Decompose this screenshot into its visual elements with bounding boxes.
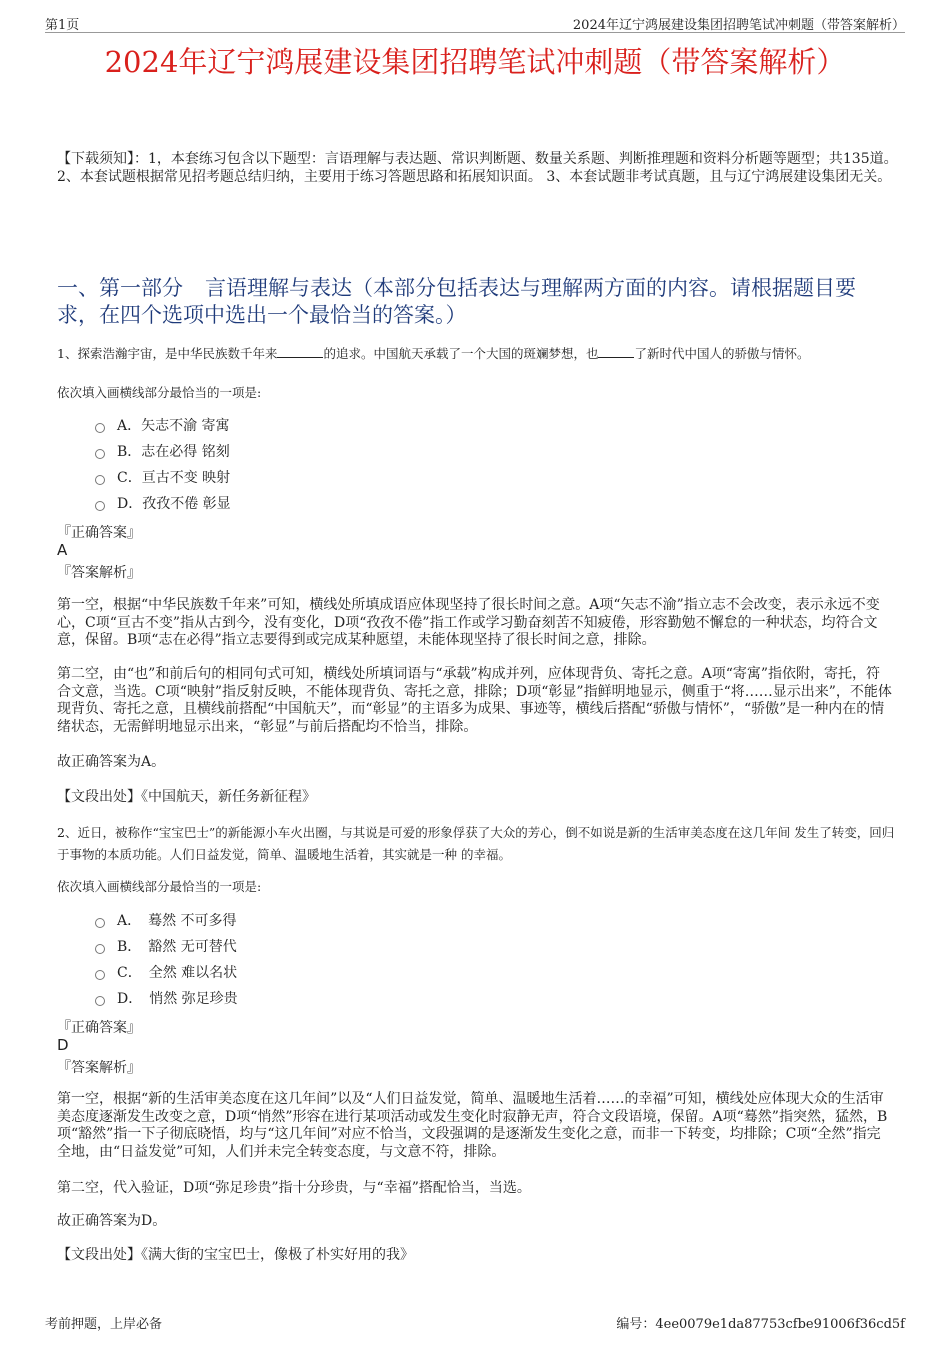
header-doc-title: 2024年辽宁鸿展建设集团招聘笔试冲刺题（带答案解析） [572, 18, 905, 33]
option-a[interactable]: A．矢志不渝 寄寓 [95, 412, 231, 438]
question-2-stem: 2、近日，被称作“宝宝巴士”的新能源小车火出圈，与其说是可爱的形象俘获了大众的芳心，倒不如说是新的生活审美态度在这几年间 发生了转变，回归于事物的本质功能。人们日益发觉，简单、温暖地生活着，其实就是一种 的幸福。 [57, 825, 895, 862]
question-2-options [95, 907, 238, 1011]
option-d[interactable]: D．孜孜不倦 彰显 [95, 490, 231, 516]
option-b[interactable]: B．志在必得 铭刻 [95, 438, 231, 464]
blank-line [277, 345, 323, 358]
question-1-analysis-2: 第二空，由“也”和前后句的相同句式可知，横线处所填词语与“承载”构成并列，应体现背负、寄托之意。A项“寄寓”指依附，寄托，符合文意，当选。C项“映射”指反射反映，不能体现背负、寄托之意，排除；D项“彰显”指鲜明地显示，侧重于“将……显示出来”，不能体现背负、寄托之意，且横线前搭配“中国航天”，而“彰显”的主语多为成果、事迹等，横线后搭配“骄傲与情怀”，“骄傲”是一种内在的情绪状态，无需鲜明地显示出来，“彰显”与前后搭配均不恰当，排除。 [57, 666, 892, 735]
radio-icon[interactable] [95, 475, 105, 485]
analysis-label: 『答案解析』 [57, 1060, 141, 1076]
radio-icon[interactable] [95, 501, 105, 511]
question-1-analysis-1: 第一空，根据“中华民族数千年来”可知，横线处所填成语应体现坚持了很长时间之意。A项“矢志不渝”指立志不会改变，表示永远不变心，C项“亘古不变”指从古到今，没有变化，D项“孜孜不倦”指工作或学习勤奋刻苦不知疲倦，形容勤勉不懈怠的一种状态，均符合文意，保留。B项“志在必得”指立志要得到或完成某种愿望，未能体现坚持了很长时间之意，排除。 [57, 597, 880, 648]
question-2-conclusion: 故正确答案为D。 [57, 1213, 167, 1229]
radio-icon[interactable] [95, 970, 105, 980]
option-c[interactable]: C．亘古不变 映射 [95, 464, 231, 490]
radio-icon[interactable] [95, 944, 105, 954]
question-1-conclusion: 故正确答案为A。 [57, 754, 166, 770]
option-b[interactable]: B． 豁然 无可替代 [95, 933, 238, 959]
option-d[interactable]: D． 悄然 弥足珍贵 [95, 985, 238, 1011]
footer-doc-id: 编号：4ee0079e1da87753cfbe91006f36cd5f [616, 1317, 905, 1332]
radio-icon[interactable] [95, 423, 105, 433]
option-c[interactable]: C． 全然 难以名状 [95, 959, 238, 985]
document-title: 2024年辽宁鸿展建设集团招聘笔试冲刺题（带答案解析） [104, 45, 846, 79]
question-2-instruction: 依次填入画横线部分最恰当的一项是: [57, 879, 262, 894]
section-title [57, 275, 897, 329]
section-number: 一、第一部分 [57, 276, 183, 300]
radio-icon[interactable] [95, 918, 105, 928]
question-1-source: 【文段出处】《中国航天，新任务新征程》 [57, 789, 316, 805]
footer-slogan: 考前押题，上岸必备 [45, 1317, 163, 1332]
section-description: 言语理解与表达（本部分包括表达与理解两方面的内容。请根据题目要求，在四个选项中选出一个最恰当的答案。） [57, 276, 856, 327]
question-1-stem: 1、探索浩瀚宇宙，是中华民族数千年来 的追求。中国航天承载了一个大国的斑斓梦想，也 了新时代中国人的骄傲与情怀。 [57, 346, 810, 361]
correct-answer-label: 『正确答案』 [57, 1020, 141, 1036]
question-2-analysis-2: 第二空，代入验证，D项“弥足珍贵”指十分珍贵，与“幸福”搭配恰当，当选。 [57, 1180, 531, 1196]
radio-icon[interactable] [95, 996, 105, 1006]
analysis-label: 『答案解析』 [57, 565, 141, 581]
page-number: 第1页 [45, 18, 80, 33]
question-2-answer: D [57, 1036, 69, 1054]
question-2-analysis-1: 第一空，根据“新的生活审美态度在这几年间”以及“人们日益发觉，简单、温暖地生活着……的幸福”可知，横线处应体现大众的生活审美态度逐渐发生改变之意，D项“悄然”形容在进行某项活动或发生变化时寂静无声，符合文段语境，保留。A项“蓦然”指突然，猛然，B项“豁然”指一下子彻底晓悟，均与“这几年间”对应不恰当，文段强调的是逐渐发生变化之意，而非一下转变，均排除；C项“全然”指完全地，由“日益发觉”可知，人们并未完全转变态度，与文意不符，排除。 [57, 1091, 888, 1160]
question-1-instruction: 依次填入画横线部分最恰当的一项是: [57, 385, 262, 400]
correct-answer-label: 『正确答案』 [57, 525, 141, 541]
blank-line [598, 345, 634, 358]
download-notice: 【下载须知】：1，本套练习包含以下题型：言语理解与表达题、常识判断题、数量关系题、判断推理题和资料分析题等题型；共135道。 2、本套试题根据常见招考题总结归纳，主要用于练习答题思路和拓展知识面。 3、本套试题非考试真题，且与辽宁鸿展建设集团无关。 [57, 151, 898, 185]
question-2-source: 【文段出处】《满大街的宝宝巴士，像极了朴实好用的我》 [57, 1247, 414, 1263]
question-1-answer: A [57, 541, 68, 559]
radio-icon[interactable] [95, 449, 105, 459]
page-header [45, 12, 905, 33]
option-a[interactable]: A． 蓦然 不可多得 [95, 907, 238, 933]
question-1-options [95, 412, 231, 516]
